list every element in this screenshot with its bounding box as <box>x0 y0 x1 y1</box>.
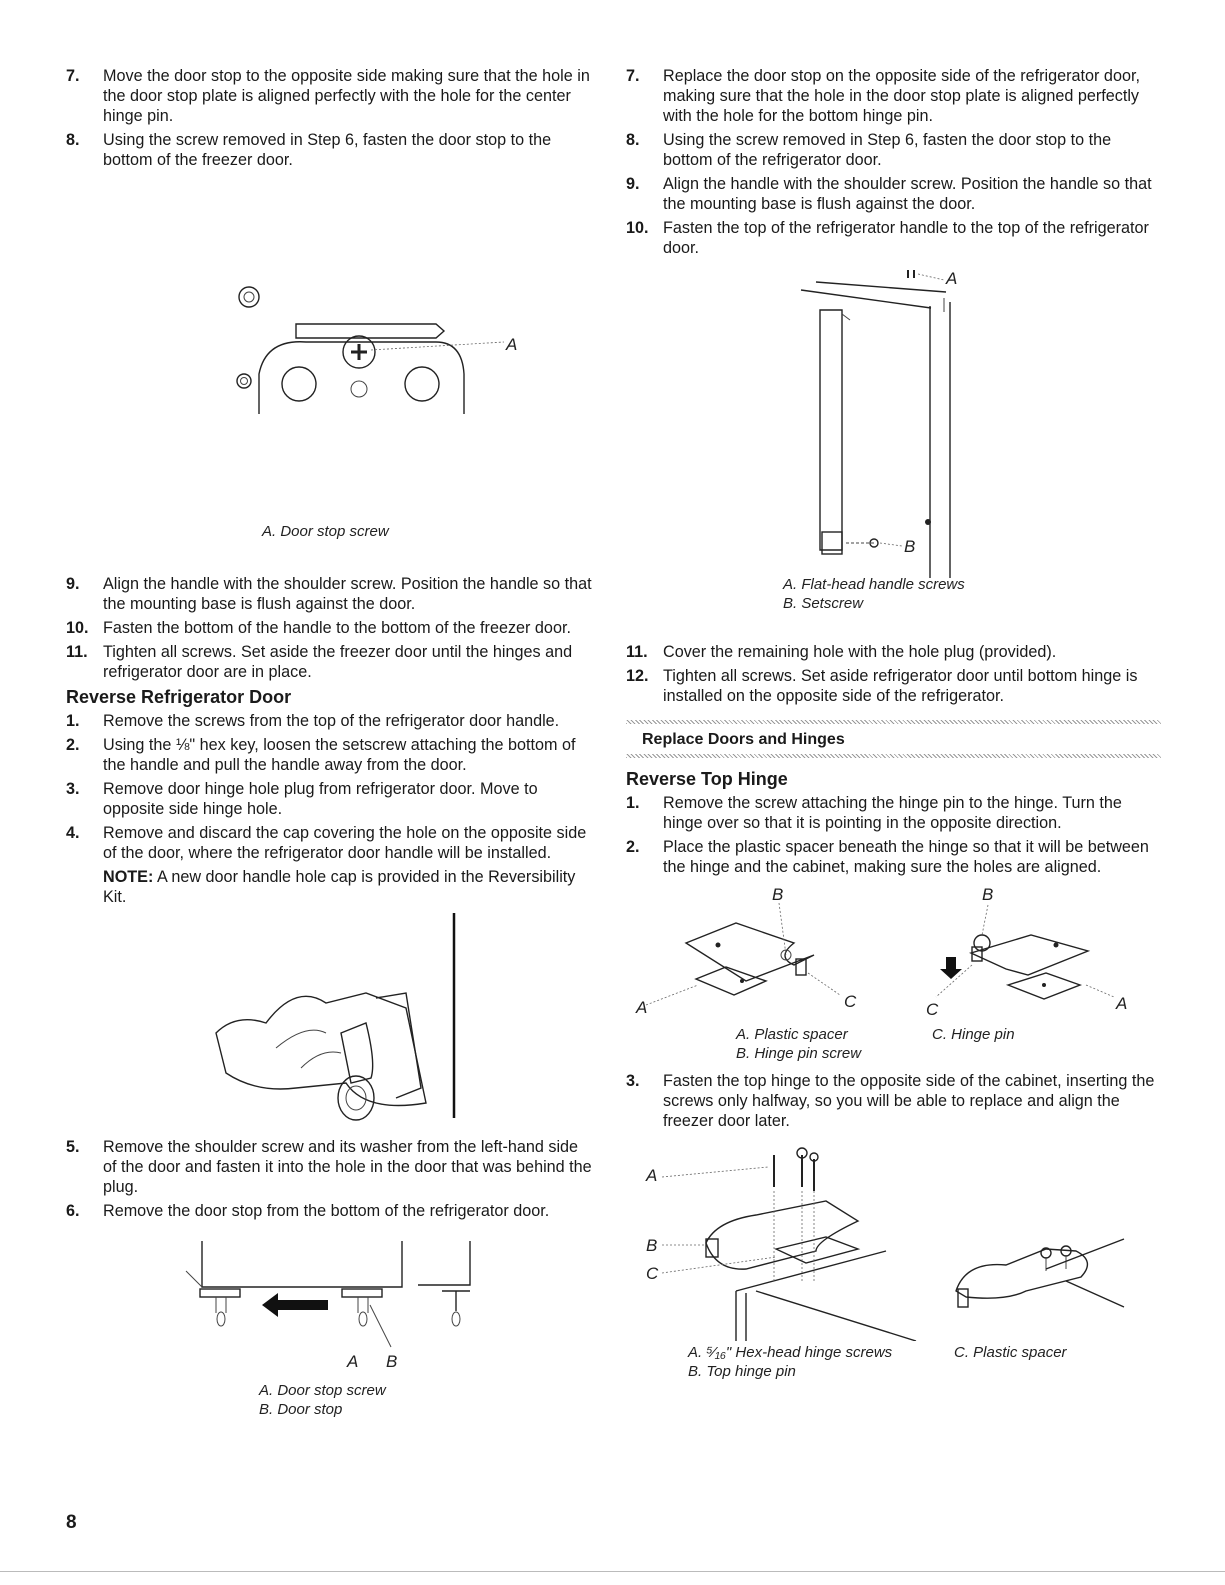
label-b: B <box>772 885 784 904</box>
note: NOTE: A new door handle hole cap is provided in the Reversibility Kit. <box>103 868 576 906</box>
hinge-spacer-diagram <box>626 885 1161 1025</box>
figure-caption-a: A. Door stop screw <box>259 1382 386 1399</box>
label-c: C <box>844 992 857 1011</box>
banner-title: Replace Doors and Hinges <box>642 731 845 748</box>
label-a: A <box>506 335 518 354</box>
steps-refrigerator-door <box>66 711 596 863</box>
step-item: 9. Align the handle with the shoulder screw. Position the handle so that the mounting base is flush against the door. <box>626 175 1152 213</box>
step-item: 5. Remove the shoulder screw and its washer from the left-hand side of the door and fasten it into the hole in the door that was behind the plug. <box>66 1138 592 1196</box>
steps-freezer-handle <box>66 574 596 682</box>
label-a: A <box>646 1166 658 1185</box>
hand-removing-cap-illustration <box>66 913 596 1133</box>
page-number: 8 <box>66 1512 77 1533</box>
section-heading: Reverse Refrigerator Door <box>66 687 292 707</box>
label-c-2: C <box>926 1000 939 1019</box>
banner-band-top <box>626 720 1161 724</box>
step-item: 12. Tighten all screws. Set aside refrigerator door until bottom hinge is installed on the opposite side of the refrigerator. <box>626 667 1138 705</box>
label-a: A <box>347 1352 359 1371</box>
page-bottom-rule <box>0 1571 1225 1572</box>
top-hinge-diagram <box>626 1141 1161 1341</box>
banner-band-bottom <box>626 754 1161 758</box>
figure-caption-c: C. Plastic spacer <box>954 1344 1067 1361</box>
figure-caption-b: B. Door stop <box>259 1401 343 1418</box>
step-item: 7. Move the door stop to the opposite side making sure that the hole in the door stop plate is aligned perfectly with the hole for the center hinge pin. <box>66 67 590 125</box>
step-item: 10. Fasten the bottom of the handle to the bottom of the freezer door. <box>66 619 571 637</box>
figure-caption: A. Door stop screw <box>262 523 389 540</box>
steps-shoulder-screw <box>66 1137 596 1221</box>
door-stop-removal-diagram <box>66 1235 596 1375</box>
figure-caption-b: B. Hinge pin screw <box>736 1045 862 1062</box>
steps-fasten-hinge <box>626 1071 1161 1131</box>
step-item: 2. Place the plastic spacer beneath the hinge so that it will be between the hinge and the cabinet, making sure the holes are aligned. <box>626 838 1149 876</box>
figure-caption-c: C. Hinge pin <box>932 1026 1015 1043</box>
step-item: 9. Align the handle with the shoulder screw. Position the handle so that the mounting base is flush against the door. <box>66 575 592 613</box>
handle-illustration <box>626 262 1161 642</box>
figure-caption-a: A. ⁵⁄₁₆" Hex-head hinge screws <box>688 1344 893 1361</box>
label-b: B <box>904 537 916 556</box>
left-column <box>66 66 596 1435</box>
right-column <box>626 66 1161 1381</box>
step-item: 8. Using the screw removed in Step 6, fasten the door stop to the bottom of the freezer door. <box>66 131 552 169</box>
hand-cap-diagram <box>66 913 596 1123</box>
door-stop-screw-diagram <box>66 174 596 414</box>
steps-top-hinge <box>626 793 1161 877</box>
step-item: 11. Tighten all screws. Set aside the freezer door until the hinges and refrigerator door are in place. <box>66 643 573 681</box>
step-item: 3. Fasten the top hinge to the opposite side of the cabinet, inserting the screws only halfway, so you will be able to replace and align the freezer door later. <box>626 1072 1155 1130</box>
label-b: B <box>646 1236 658 1255</box>
step-item: 7. Replace the door stop on the opposite side of the refrigerator door, making sure that the hole in the door stop plate is aligned perfectly with the hole for the bottom hinge pin. <box>626 67 1140 125</box>
handle-screws-diagram <box>626 262 1161 582</box>
label-a-2: A <box>1116 994 1128 1013</box>
top-hinge-illustration <box>626 1141 1161 1381</box>
label-b-2: B <box>982 885 994 904</box>
steps-hole-plug <box>626 642 1161 706</box>
step-item: 11. Cover the remaining hole with the hole plug (provided). <box>626 643 1057 661</box>
figure-caption-a: A. Flat-head handle screws <box>783 576 965 593</box>
figure-caption-a: A. Plastic spacer <box>736 1026 848 1043</box>
step-item: 8. Using the screw removed in Step 6, fasten the door stop to the bottom of the refrigerator door. <box>626 131 1112 169</box>
door-stop-illustration <box>66 174 596 540</box>
step-item: 1. Remove the screws from the top of the refrigerator door handle. <box>66 712 560 730</box>
step-item: 1. Remove the screw attaching the hinge pin to the hinge. Turn the hinge over so that it is pointing in the opposite direction. <box>626 794 1122 832</box>
hinge-spacer-illustration <box>626 885 1161 1065</box>
door-stop-removal-illustration <box>66 1235 596 1435</box>
figure-caption-b: B. Setscrew <box>783 595 864 612</box>
section-banner <box>626 720 1161 758</box>
step-item: 2. Using the ⅛" hex key, loosen the setscrew attaching the bottom of the handle and pull the handle away from the door. <box>66 736 576 774</box>
step-item: 3. Remove door hinge hole plug from refrigerator door. Move to opposite side hinge hole. <box>66 780 538 818</box>
section-heading: Reverse Top Hinge <box>626 769 788 789</box>
label-a: A <box>636 998 648 1017</box>
label-c: C <box>646 1264 659 1283</box>
label-a: A <box>946 269 958 288</box>
step-item: 6. Remove the door stop from the bottom of the refrigerator door. <box>66 1202 550 1220</box>
steps-door-stop-handle <box>626 66 1161 258</box>
label-b: B <box>386 1352 398 1371</box>
step-item: 10. Fasten the top of the refrigerator handle to the top of the refrigerator door. <box>626 219 1149 257</box>
figure-caption-b: B. Top hinge pin <box>688 1363 796 1380</box>
steps-freezer-door <box>66 66 596 170</box>
step-item: 4. Remove and discard the cap covering the hole on the opposite side of the door, where the refrigerator door handle will be installed. <box>66 824 587 862</box>
